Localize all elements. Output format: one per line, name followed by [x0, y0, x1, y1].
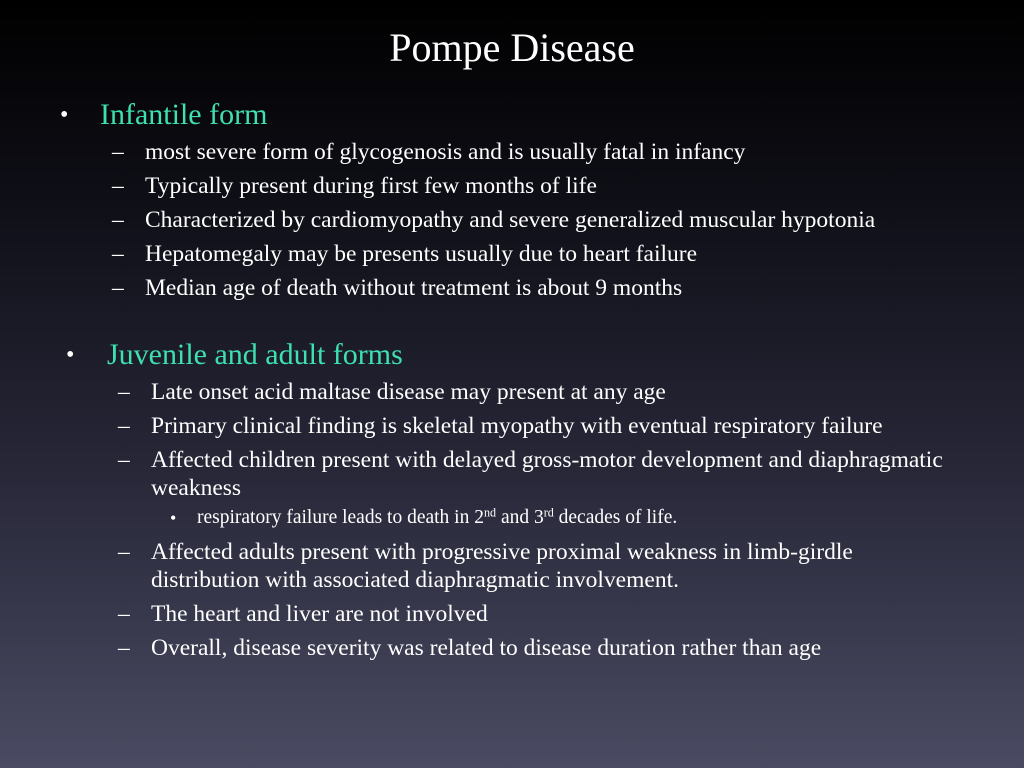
sub-text-part: and 3 [496, 507, 544, 528]
heading-text: Infantile form [100, 98, 268, 131]
dash-marker: – [112, 173, 124, 199]
dash-marker: – [112, 275, 124, 301]
dash-marker: – [112, 139, 124, 165]
list-item-text: Late onset acid maltase disease may present at any age [151, 379, 666, 405]
bullet-marker: • [66, 342, 75, 368]
list-item [66, 538, 961, 594]
list-item-text: Affected children present with delayed gross-motor development and diaphragmatic weakness [151, 447, 943, 501]
heading-text: Juvenile and adult forms [107, 338, 403, 371]
list-item [60, 274, 945, 302]
list-item-text: Median age of death without treatment is about 9 months [145, 275, 683, 301]
sub-item-text [197, 507, 677, 528]
sub-text-part: respiratory failure leads to death in 2 [197, 507, 484, 528]
sub-text-part: decades of life. [553, 507, 678, 528]
dash-marker: – [118, 635, 130, 661]
list-item-text: Characterized by cardiomyopathy and severe generalized muscular hypotonia [145, 207, 876, 233]
dash-marker: – [118, 413, 130, 439]
list-item [60, 172, 945, 200]
list-item [66, 378, 961, 406]
sub-list-item [66, 506, 966, 530]
bullet-list [60, 138, 960, 302]
list-item-text: Affected adults present with progressive proximal weakness in limb-girdle distribution with associated diaphragmatic involvement. [151, 539, 853, 593]
section-heading [60, 96, 960, 134]
section-heading [66, 336, 966, 374]
dash-marker: – [118, 447, 130, 473]
list-item [60, 206, 945, 234]
superscript: nd [483, 505, 497, 520]
dash-marker: – [118, 379, 130, 405]
list-item [66, 634, 961, 662]
dash-marker: – [118, 601, 130, 627]
section-juvenile-adult-forms [66, 336, 966, 668]
superscript: rd [543, 505, 554, 520]
list-item-text: most severe form of glycogenosis and is usually fatal in infancy [145, 139, 746, 165]
dash-marker: – [112, 207, 124, 233]
sub-bullet-marker: • [170, 508, 177, 528]
slide-title: Pompe Disease [389, 25, 635, 70]
bullet-marker: • [60, 102, 69, 128]
list-item [66, 600, 961, 628]
list-item [66, 412, 961, 440]
list-item-text: The heart and liver are not involved [151, 601, 488, 627]
section-infantile-form [60, 96, 960, 308]
list-item [66, 446, 961, 502]
list-item-text: Primary clinical finding is skeletal myopathy with eventual respiratory failure [151, 413, 883, 439]
list-item-text: Hepatomegaly may be presents usually due to heart failure [145, 241, 698, 267]
dash-marker: – [112, 241, 124, 267]
dash-marker: – [118, 539, 130, 565]
list-item [60, 138, 945, 166]
bullet-list [66, 378, 966, 662]
list-item [60, 240, 945, 268]
list-item-text: Typically present during first few months of life [145, 173, 597, 199]
list-item-text: Overall, disease severity was related to disease duration rather than age [151, 635, 822, 661]
